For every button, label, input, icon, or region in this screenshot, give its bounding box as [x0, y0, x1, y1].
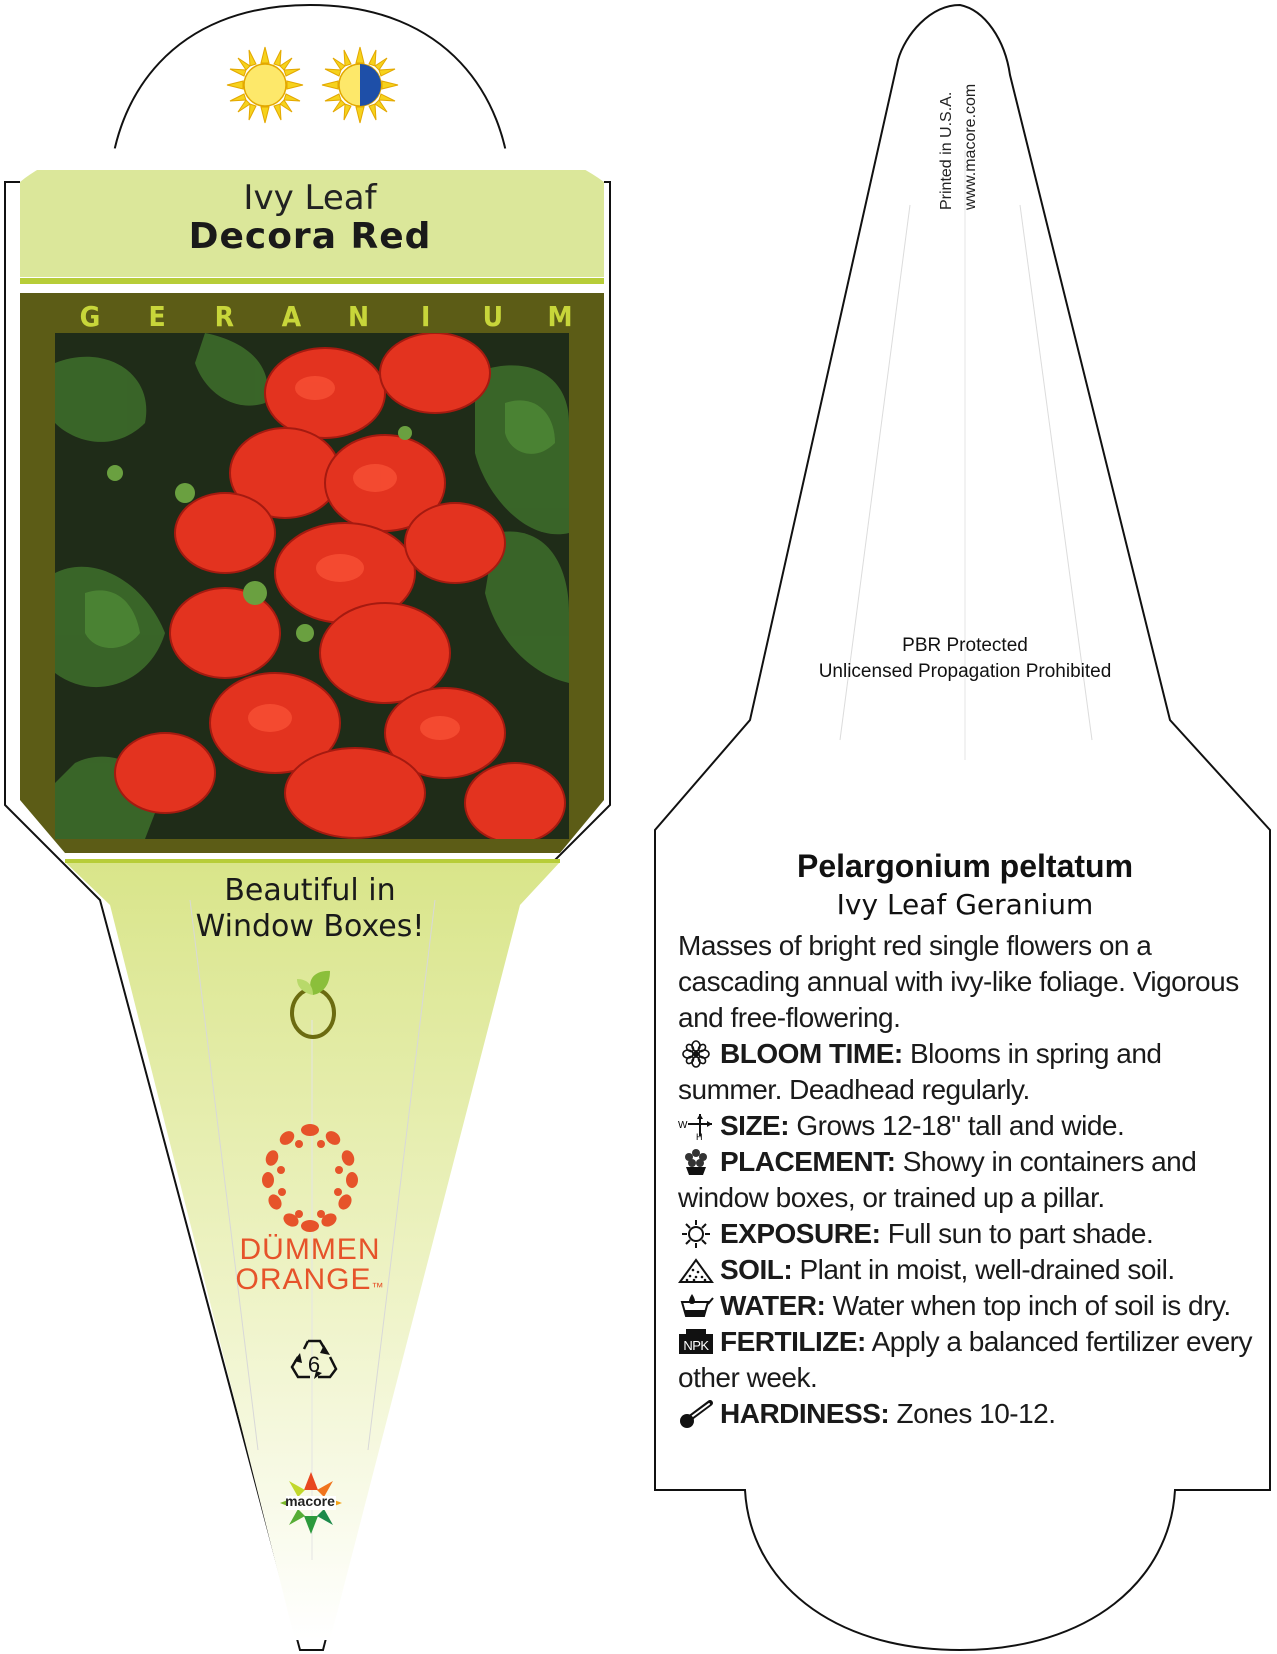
- care-label: FERTILIZE:: [720, 1326, 866, 1357]
- care-text: Full sun to part shade.: [887, 1218, 1154, 1249]
- soil-icon: [678, 1256, 714, 1284]
- part-sun-icon: [320, 45, 400, 125]
- bloom-icon: [678, 1040, 714, 1068]
- care-row: [678, 1144, 1258, 1216]
- care-label: SOIL:: [720, 1254, 793, 1285]
- care-text: Apply a balanced fertilizer every other week.: [678, 1326, 1252, 1393]
- care-label: WATER:: [720, 1290, 826, 1321]
- variety-name: Decora Red: [188, 216, 432, 257]
- npk-label: NPK: [683, 1338, 709, 1353]
- website: www.macore.com: [962, 83, 979, 210]
- care-text: Plant in moist, well-drained soil.: [799, 1254, 1175, 1285]
- care-text: Water when top inch of soil is dry.: [832, 1290, 1231, 1321]
- thermometer-icon: [678, 1400, 714, 1428]
- care-row: [678, 1216, 1258, 1252]
- care-row: [678, 1288, 1258, 1324]
- care-label: EXPOSURE:: [720, 1218, 881, 1249]
- brand-tm: ™: [371, 1280, 385, 1294]
- care-text: Blooms in spring and summer. Deadhead regularly.: [678, 1038, 1162, 1105]
- placement-icon: [678, 1148, 714, 1176]
- recycle-number: 6: [307, 1352, 321, 1377]
- tagline-line: Beautiful in: [224, 873, 396, 908]
- care-text: Showy in containers and window boxes, or trained up a pillar.: [678, 1146, 1197, 1213]
- brand-line: DÜMMEN: [239, 1233, 381, 1266]
- macore-wordmark: macore: [285, 1493, 335, 1509]
- dummen-orange-logo: [255, 1120, 365, 1235]
- plant-photo: [55, 333, 569, 839]
- care-info: [678, 928, 1258, 1432]
- latin-name: Pelargonium peltatum: [796, 848, 1134, 884]
- pbr-line: Unlicensed Propagation Prohibited: [818, 661, 1112, 682]
- genus-banner: [70, 300, 580, 333]
- care-row: [678, 1036, 1258, 1108]
- printed-line: Printed in U.S.A.: [938, 91, 955, 210]
- water-icon: [678, 1292, 714, 1320]
- brand-line: ORANGE: [235, 1263, 372, 1296]
- pbr-line: PBR Protected: [902, 635, 1028, 656]
- care-label: PLACEMENT:: [720, 1146, 896, 1177]
- care-row: [678, 1252, 1258, 1288]
- full-sun-icon: [225, 45, 305, 125]
- annual-icon: [285, 965, 341, 1040]
- pbr-notice: [770, 633, 1160, 685]
- size-icon-w: W: [678, 1120, 687, 1131]
- genus-letter: G: [79, 300, 101, 333]
- dummen-orange-wordmark: [220, 1235, 400, 1302]
- exposure-icon: [678, 1220, 714, 1248]
- size-icon-h: H: [696, 1132, 702, 1140]
- variety-series: Ivy Leaf: [243, 178, 377, 218]
- genus-letter: M: [547, 300, 573, 333]
- npk-icon: [678, 1328, 714, 1356]
- genus-letter: R: [214, 300, 234, 333]
- care-row: [678, 1324, 1258, 1396]
- care-label: SIZE:: [720, 1110, 790, 1141]
- genus-letter: E: [148, 300, 166, 333]
- size-icon: [678, 1112, 714, 1140]
- tagline-line: Window Boxes!: [195, 909, 425, 944]
- printed-in-usa: [935, 20, 995, 210]
- care-text: Zones 10-12.: [896, 1398, 1056, 1429]
- tagline: [150, 873, 470, 945]
- genus-letter: N: [348, 300, 370, 333]
- genus-letter: I: [421, 300, 431, 333]
- genus-letter: U: [482, 300, 504, 333]
- description: Masses of bright red single flowers on a cascading annual with ivy-like foliage. Vigorous and free-flowering.: [678, 930, 1239, 1033]
- care-label: HARDINESS:: [720, 1398, 890, 1429]
- care-text: Grows 12-18" tall and wide.: [796, 1110, 1125, 1141]
- care-row: [678, 1396, 1258, 1432]
- common-name: Ivy Leaf Geranium: [836, 888, 1094, 921]
- care-label: BLOOM TIME:: [720, 1038, 903, 1069]
- genus-letter: A: [281, 300, 302, 333]
- care-row: [678, 1108, 1258, 1144]
